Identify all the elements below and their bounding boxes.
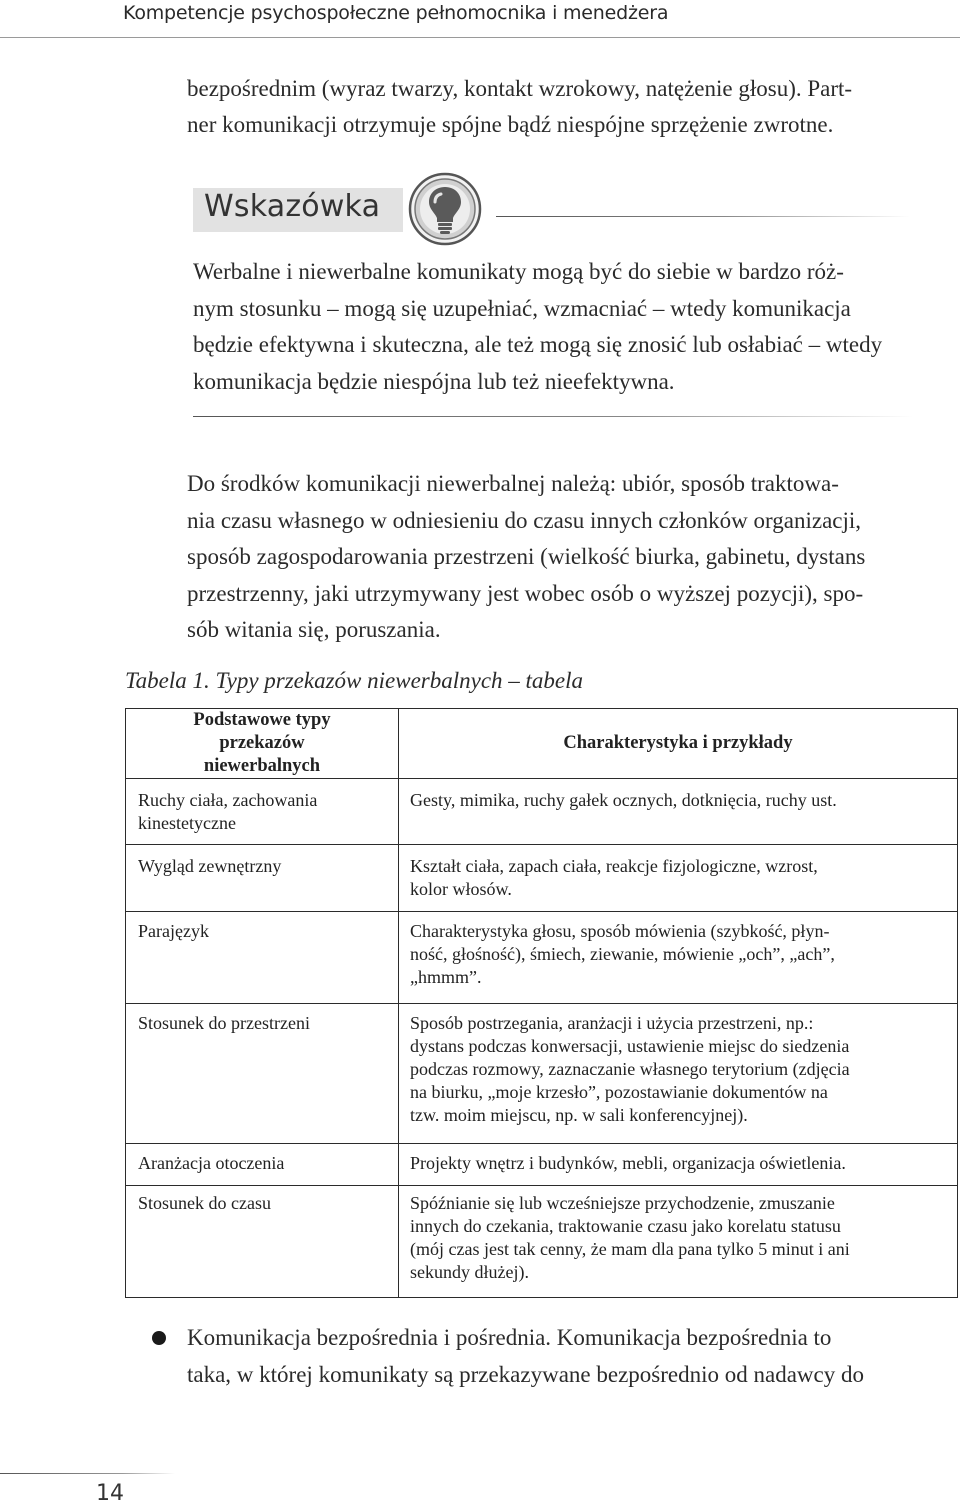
row-description [399, 1004, 958, 1144]
paragraph-line: sób witania się, poruszania. [187, 617, 441, 642]
hint-divider-bottom [193, 416, 913, 417]
row-type-line: Ruchy ciała, zachowania [138, 790, 318, 810]
row-description [399, 1144, 958, 1186]
table-row [126, 1144, 958, 1186]
table-row [126, 845, 958, 912]
row-type-line: Wygląd zewnętrzny [138, 856, 282, 876]
row-description-line: „hmmm”. [410, 967, 482, 987]
nonverbal-types-table [125, 708, 958, 1298]
hint-label: Wskazówka [204, 189, 381, 224]
paragraph-line: Do środków komunikacji niewerbalnej należą: ubiór, sposób traktowa- [187, 471, 839, 496]
row-description-line: na biurku, „moje krzesło”, pozostawianie dokumentów na [410, 1082, 828, 1102]
table-row [126, 912, 958, 1004]
paragraph-line: nia czasu własnego w odniesieniu do czasu innych członków organizacji, [187, 507, 862, 533]
running-header: Kompetencje psychospołeczne pełnomocnika i menedżera [123, 2, 669, 24]
lightbulb-icon [408, 172, 482, 246]
row-type [126, 1144, 399, 1186]
row-description-line: innych do czekania, traktowanie czasu jako korelatu statusu [410, 1216, 841, 1236]
hint-line: komunikacja będzie niespójna lub też nieefektywna. [193, 368, 675, 394]
paragraph-line: sposób zagospodarowania przestrzeni (wielkość biurka, gabinetu, dystans [187, 544, 866, 569]
hint-line: będzie efektywna i skuteczna, ale też mogą się znosić lub osłabiać – wtedy [193, 332, 883, 357]
page-number: 14 [96, 1481, 124, 1506]
row-type-line: Aranżacja otoczenia [138, 1153, 285, 1173]
row-description-line: Sposób postrzegania, aranżacji i użycia przestrzeni, np.: [410, 1013, 814, 1033]
footer-divider [0, 1473, 175, 1474]
table-row [126, 779, 958, 845]
row-description-line: Charakterystyka głosu, sposób mówienia (szybkość, płyn- [410, 921, 830, 941]
hint-line: Werbalne i niewerbalne komunikaty mogą być do siebie w bardzo róż- [193, 259, 844, 284]
intro-line-1: bezpośrednim (wyraz twarzy, kontakt wzrokowy, natężenie głosu). Part- [187, 76, 853, 101]
paragraph [187, 466, 957, 649]
bullet-line: taka, w której komunikaty są przekazywane bezpośrednio od nadawcy do [187, 1361, 864, 1387]
row-description-line: podczas rozmowy, zaznaczanie własnego terytorium (zdjęcia [410, 1059, 850, 1079]
paragraph-line: przestrzenny, jaki utrzymywany jest wobec osób o wyższej pozycji), spo- [187, 580, 864, 606]
row-description [399, 912, 958, 1004]
row-description-line: Kształt ciała, zapach ciała, reakcje fizjologiczne, wzrost, [410, 856, 818, 876]
table-header-row [126, 709, 958, 779]
hint-divider-top [496, 216, 910, 217]
header-divider [0, 37, 960, 38]
row-type [126, 912, 399, 1004]
hint-text [193, 254, 927, 400]
row-type-line: Parajęzyk [138, 921, 209, 941]
row-description-line: Gesty, mimika, ruchy gałek ocznych, dotknięcia, ruchy ust. [410, 790, 837, 810]
row-description-line: Spóźnianie się lub wcześniejsze przychodzenie, zmuszanie [410, 1193, 835, 1213]
row-description-line: (mój czas jest tak cenny, że mam dla pana tylko 5 minut i ani [410, 1239, 850, 1259]
bullet-line: Komunikacja bezpośrednia i pośrednia. Komunikacja bezpośrednia to [187, 1325, 832, 1350]
row-type-line: kinestetyczne [138, 813, 236, 833]
hint-line: nym stosunku – mogą się uzupełniać, wzmacniać – wtedy komunikacja [193, 295, 851, 321]
row-type [126, 1186, 399, 1298]
row-description-line: ność, głośność), śmiech, ziewanie, mówienie „och”, „ach”, [410, 944, 835, 964]
table-caption: Tabela 1. Typy przekazów niewerbalnych – tabela [125, 668, 584, 693]
row-description [399, 845, 958, 912]
row-description [399, 779, 958, 845]
row-description [399, 1186, 958, 1298]
bullet-paragraph [187, 1320, 957, 1393]
row-type [126, 1004, 399, 1144]
bullet-icon [152, 1331, 166, 1345]
table-row [126, 1186, 958, 1298]
row-description-line: Projekty wnętrz i budynków, mebli, organizacja oświetlenia. [410, 1153, 846, 1173]
row-description-line: dystans podczas konwersacji, ustawienie miejsc do siedzenia [410, 1036, 850, 1056]
row-description-line: kolor włosów. [410, 879, 512, 899]
row-description-line: sekundy dłużej). [410, 1262, 529, 1282]
row-type [126, 845, 399, 912]
table-row [126, 1004, 958, 1144]
header-types: Podstawowe typy przekazów niewerbalnych [126, 709, 399, 779]
row-type-line: Stosunek do czasu [138, 1193, 271, 1213]
row-description-line: tzw. moim miejscu, np. w sali konferencyjnej). [410, 1105, 748, 1125]
intro-line-2: ner komunikacji otrzymuje spójne bądź niespójne sprzężenie zwrotne. [187, 112, 834, 137]
row-type-line: Stosunek do przestrzeni [138, 1013, 310, 1033]
row-type [126, 779, 399, 845]
header-characteristics: Charakterystyka i przykłady [399, 709, 958, 779]
